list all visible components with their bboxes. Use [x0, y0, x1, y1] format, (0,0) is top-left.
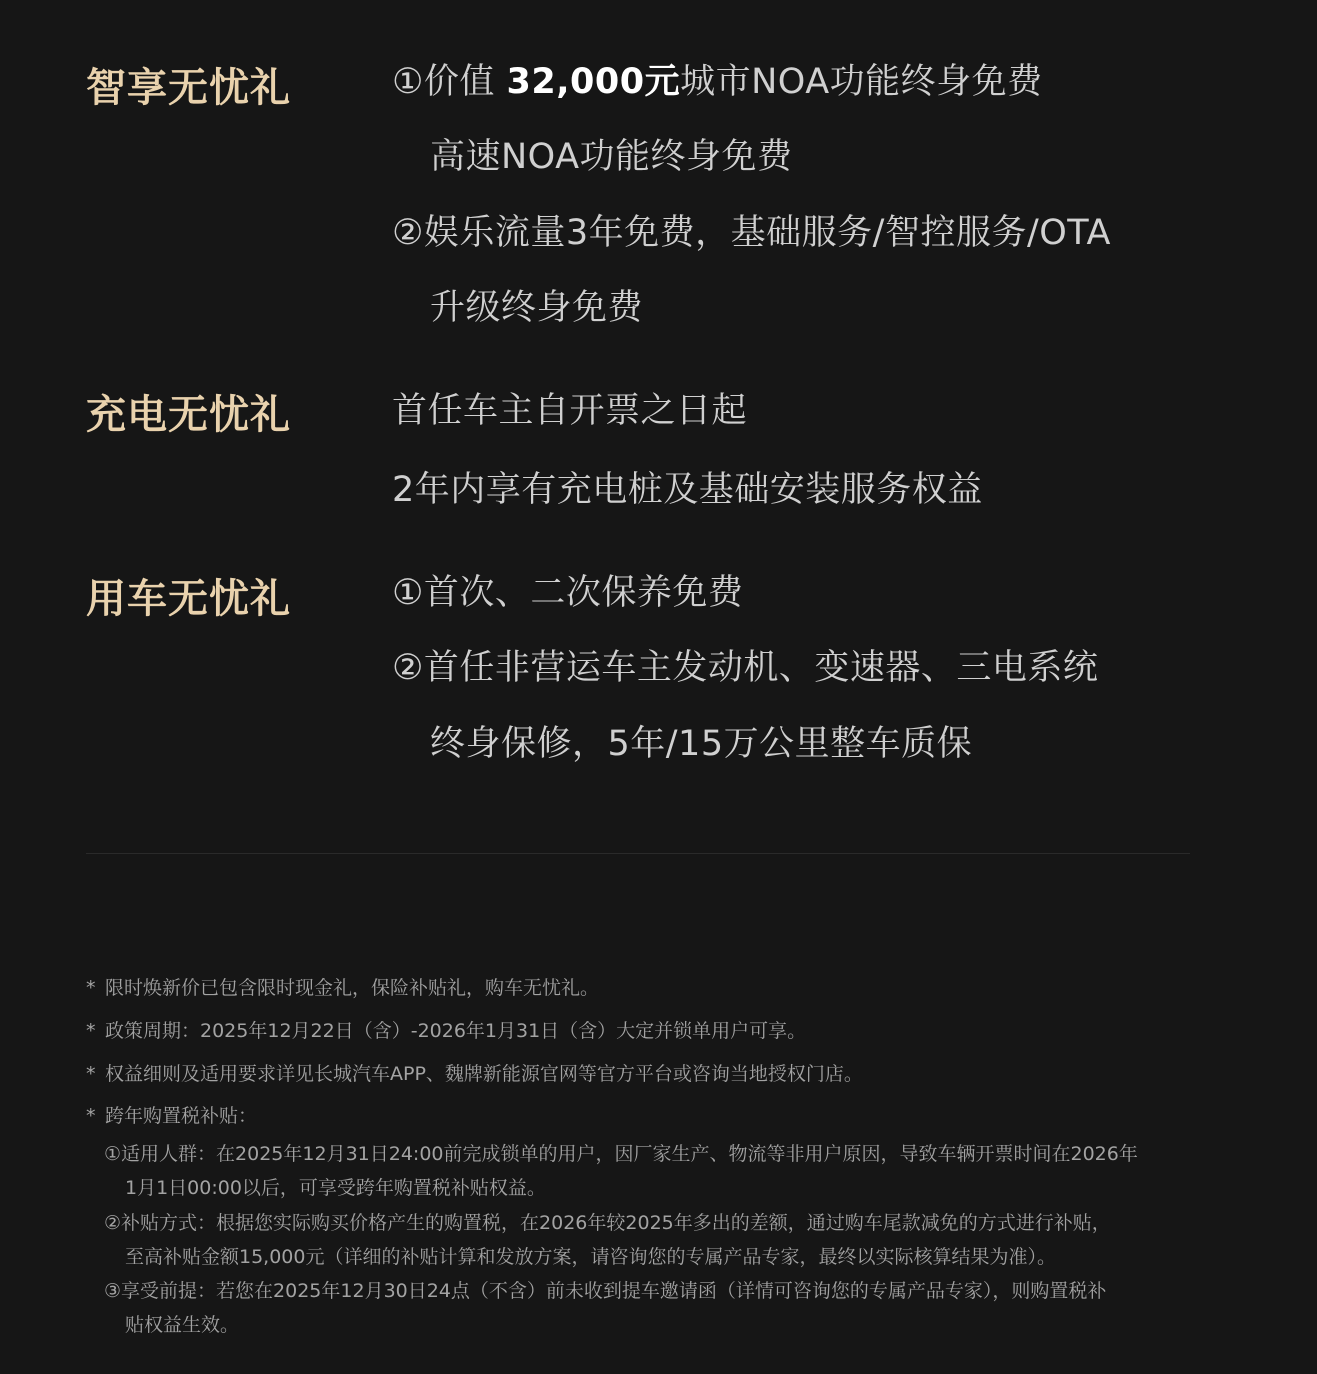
section-title-charging: 充电无忧礼: [86, 392, 291, 438]
footnote-star: *: [86, 977, 96, 999]
footnote-star: *: [86, 1063, 96, 1085]
benefit-highlight-value: 32,000元: [506, 62, 681, 102]
benefit-line: 2年内享有充电桩及基础安装服务权益: [392, 470, 983, 510]
benefit-line: 终身保修，5年/15万公里整车质保: [430, 724, 973, 764]
footnote-sub: 贴权益生效。: [125, 1314, 240, 1336]
footnote-sub: ②补贴方式：根据您实际购买价格产生的购置税，在2026年较2025年多出的差额，通过购车尾款减免的方式进行补贴，: [104, 1212, 1111, 1234]
benefit-line: 首任车主自开票之日起: [392, 391, 748, 431]
footnote-star: *: [86, 1020, 96, 1042]
footnote: [86, 1101, 257, 1128]
section-title-usage: 用车无忧礼: [86, 576, 291, 622]
benefit-prefix: ①价值: [392, 62, 507, 102]
benefit-line: ②娱乐流量3年免费，基础服务/智控服务/OTA: [392, 213, 1111, 253]
footnote: [86, 973, 599, 1000]
benefit-line: ①首次、二次保养免费: [392, 573, 744, 613]
divider: [86, 853, 1190, 854]
footnote: [86, 1059, 863, 1086]
footnote-text: 跨年购置税补贴：: [105, 1105, 258, 1127]
benefit-line: 升级终身免费: [430, 288, 644, 328]
footnote-sub: 至高补贴金额15,000元（详细的补贴计算和发放方案，请咨询您的专属产品专家，最终以实际核算结果为准）。: [125, 1246, 1056, 1268]
benefit-line: ②首任非营运车主发动机、变速器、三电系统: [392, 648, 1099, 688]
footnote-sub: ③享受前提：若您在2025年12月30日24点（不含）前未收到提车邀请函（详情可咨询您的专属产品专家），则购置税补: [104, 1280, 1107, 1302]
footnote: [86, 1016, 806, 1043]
benefit-line: [392, 54, 1043, 104]
benefit-line: 高速NOA功能终身免费: [430, 137, 793, 177]
footnote-text: 权益细则及适用要求详见长城汽车APP、魏牌新能源官网等官方平台或咨询当地授权门店。: [105, 1063, 863, 1085]
footnote-text: 限时焕新价已包含限时现金礼，保险补贴礼，购车无忧礼。: [105, 977, 600, 999]
footnote-sub: 1月1日00:00以后，可享受跨年购置税补贴权益。: [125, 1177, 546, 1199]
footnote-star: *: [86, 1105, 96, 1127]
footnote-text: 政策周期：2025年12月22日（含）-2026年1月31日（含）大定并锁单用户可享。: [105, 1020, 807, 1042]
benefit-suffix: 城市NOA功能终身免费: [680, 62, 1043, 102]
footnote-sub: ①适用人群：在2025年12月31日24:00前完成锁单的用户，因厂家生产、物流等非用户原因，导致车辆开票时间在2026年: [104, 1143, 1138, 1165]
section-title-smart: 智享无忧礼: [86, 65, 291, 111]
